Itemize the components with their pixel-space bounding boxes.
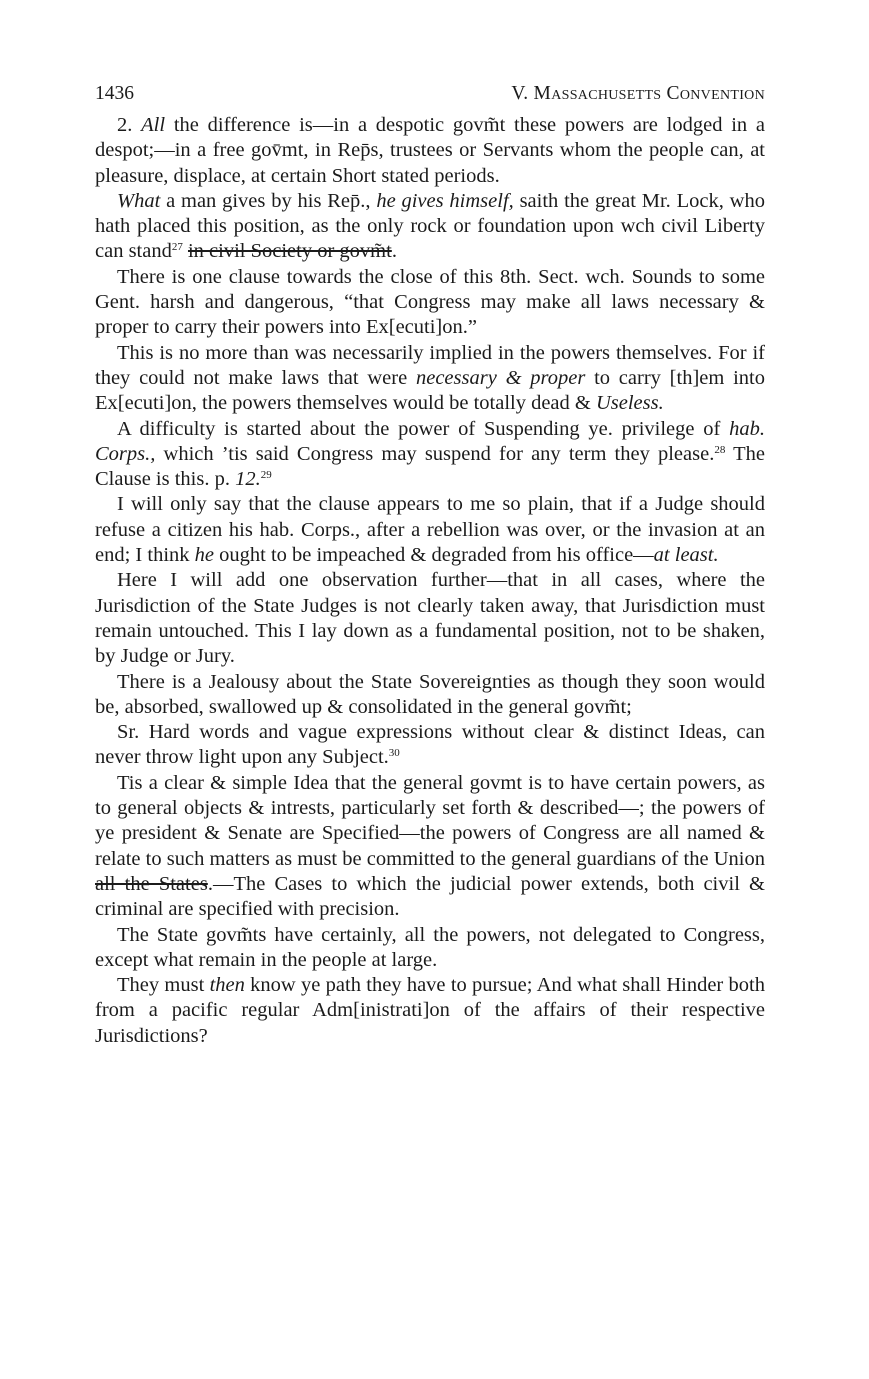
- footnote-ref-29: 29: [260, 469, 272, 482]
- paragraph-9: Sr. Hard words and vague expressions without clear & distinct Ideas, can never throw light upon any Subject.$^{30}$: [95, 721, 765, 769]
- paragraph-5: A difficulty is started about the power of Suspending ye. privilege of hab. Corps., which ’tis said Congress may suspend for any term they please.$^{28}$ The Clause is this. p. 12.29: [95, 417, 765, 491]
- footnote-ref-28: 28: [714, 443, 726, 456]
- document-page: [95, 79, 765, 1049]
- paragraph-11: The State govm̃ts have certainly, all the powers, not delegated to Congress, except what remain in the people at large.: [95, 923, 765, 971]
- paragraph-8: There is a Jealousy about the State Sovereignties as though they soon would be, absorbed, swallowed up & consolidated in the general govm̃t;: [95, 670, 765, 718]
- footnote-ref-27: 27: [171, 241, 183, 254]
- paragraph-3: There is one clause towards the close of this 8th. Sect. wch. Sounds to some Gent. harsh and dangerous, “that Congress may make all laws necessary & proper to carry their powers into Ex[ecuti]on.”: [95, 265, 765, 339]
- body-text: [95, 113, 765, 1049]
- paragraph-6: I will only say that the clause appears to me so plain, that if a Judge should refuse a citizen his hab. Corps., after a rebellion was over, or the invasion at an end; I think he ought to be impeached & degraded from his office—at least.: [95, 493, 765, 567]
- paragraph-1: 2. All the difference is—in a despotic govm̃t these powers are lodged in a despot;—in a free gov̄mt, in Rep̄s, trustees or Servants whom the people can, at pleasure, displace, at certain Short stated periods.: [95, 114, 765, 187]
- paragraph-2: What a man gives by his Rep̄., he gives himself, saith the great Mr. Lock, who hath placed this position, as the only rock or foundation upon wch civil Liberty can stand$^{27}$ in civil Society or govm̃t.: [95, 189, 765, 263]
- struck-text: all the States: [95, 872, 208, 895]
- paragraph-4: This is no more than was necessarily implied in the powers themselves. For if they could not make laws that were necessary & proper to carry [th]em into Ex[ecuti]on, the powers themselves would be totally dead & Useless.: [95, 341, 765, 415]
- page-header: [95, 79, 765, 109]
- paragraph-7: Here I will add one observation further—that in all cases, where the Jurisdiction of the State Judges is not clearly taken away, that Jurisdiction must remain untouched. This I lay down as a fundamental position, not to be shaken, by Judge or Jury.: [95, 569, 765, 668]
- footnote-ref-30: 30: [388, 747, 400, 760]
- paragraph-12: They must then know ye path they have to pursue; And what shall Hinder both from a pacific regular Adm[inistrati]on of the affairs of their respective Jurisdictions?: [95, 974, 765, 1047]
- running-head: V. Massachusetts Convention: [511, 83, 765, 104]
- paragraph-10: Tis a clear & simple Idea that the general govmt is to have certain powers, as to general objects & intrests, particularly set forth & described—; the powers of ye president & Senate are Specified—the powers of Congress are all named & relate to such matters as must be committed to the general guardians of the Union all the States.—The Cases to which the judicial power extends, both civil & criminal are specified with precision.: [95, 771, 765, 921]
- struck-text: in civil Society or govm̃t: [187, 240, 392, 263]
- page-number: 1436: [95, 83, 134, 104]
